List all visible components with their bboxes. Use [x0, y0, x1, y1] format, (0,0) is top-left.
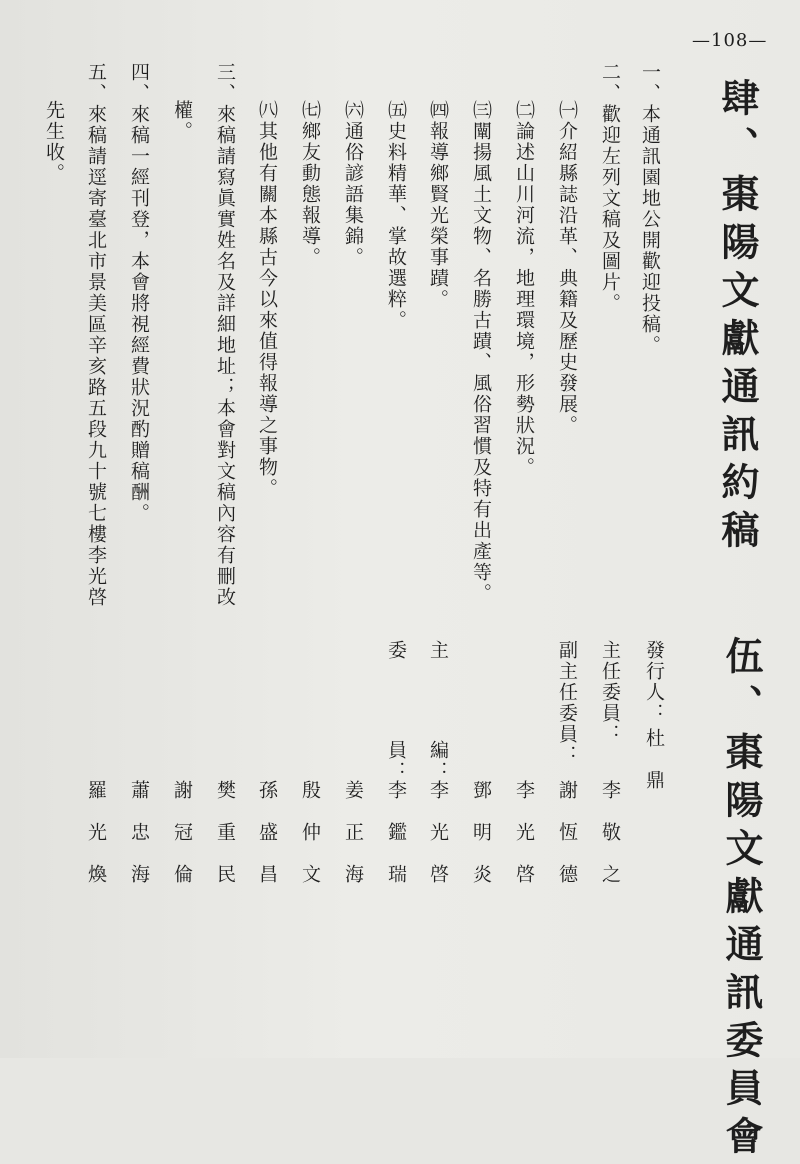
section4-line-15: 先生收。: [43, 100, 65, 184]
section4-line-1: 一、本通訊園地公開歡迎投稿。: [639, 62, 661, 356]
committee-role-publisher: 發行人：: [643, 640, 665, 724]
committee-name-member-5: 樊 重 民: [214, 780, 236, 885]
section4-line-8: ㈥通俗諺語集錦。: [342, 100, 364, 268]
committee-name-chair: 李 敬 之: [599, 780, 621, 885]
section4-title: 肆、棗陽文獻通訊約稿: [715, 78, 760, 558]
section5-title: 伍、棗陽文獻通訊委員會: [719, 636, 764, 1164]
section4-line-7: ㈤史料精華、掌故選粹。: [385, 100, 407, 331]
section4-line-5: ㈢闡揚風土文物、名勝古蹟、風俗習慣及特有出產等。: [470, 100, 492, 604]
page-number: —108—: [692, 30, 768, 51]
committee-role-chair: 主任委員：: [599, 640, 621, 745]
section4-line-2: 二、歡迎左列文稿及圖片。: [599, 62, 621, 314]
committee-name-member-1: 李 鑑 瑞: [385, 780, 407, 885]
section4-line-4: ㈡論述山川河流，地理環境，形勢狀況。: [513, 100, 535, 478]
section4-line-9: ㈦鄉友動態報導。: [299, 100, 321, 268]
section4-line-14: 五、來稿請逕寄臺北市景美區辛亥路五段九十號七樓李光啓: [85, 62, 107, 608]
committee-name-member-6: 謝 冠 倫: [171, 780, 193, 885]
committee-name-member-8: 羅 光 煥: [85, 780, 107, 885]
section4-line-6: ㈣報導鄉賢光榮事蹟。: [427, 100, 449, 310]
committee-role-vice-chair: 副主任委員：: [556, 640, 578, 766]
committee-name-vice-chair-1: 謝 恆 德: [556, 780, 578, 885]
committee-name-vice-chair-2: 李 光 啓: [513, 780, 535, 885]
committee-role-member-b: 員：: [385, 740, 407, 782]
section4-line-3: ㈠介紹縣誌沿革、典籍及歷史發展。: [556, 100, 578, 436]
committee-name-member-7: 蕭 忠 海: [128, 780, 150, 885]
committee-name-member-4: 孫 盛 昌: [256, 780, 278, 885]
committee-name-member-2: 姜 正 海: [342, 780, 364, 885]
committee-role-editor-a: 主: [427, 640, 449, 661]
section4-line-13: 四、來稿一經刊登，本會將視經費狀況酌贈稿酬。: [128, 62, 150, 524]
committee-name-publisher: 杜 鼎: [643, 728, 665, 791]
committee-role-editor-b: 編：: [427, 740, 449, 782]
committee-role-member-a: 委: [385, 640, 407, 661]
section4-line-11: 三、來稿請寫眞實姓名及詳細地址；本會對文稿內容有刪改: [214, 62, 236, 608]
committee-name-editor: 李 光 啓: [427, 780, 449, 885]
section4-line-10: ㈧其他有關本縣古今以來值得報導之事物。: [256, 100, 278, 499]
section4-line-12: 權。: [171, 100, 193, 142]
committee-name-member-3: 殷 仲 文: [299, 780, 321, 885]
committee-name-vice-chair-3: 鄧 明 炎: [470, 780, 492, 885]
